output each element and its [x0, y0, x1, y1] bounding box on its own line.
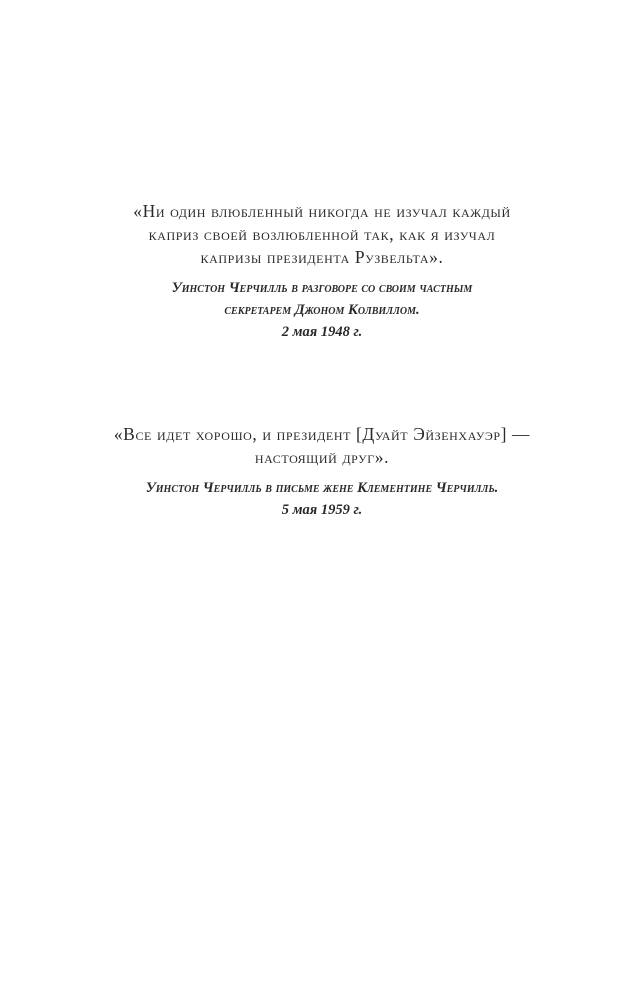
attribution-date: 5 мая 1959 г. [281, 502, 363, 518]
quote-line: настоящий друг». [254, 447, 390, 467]
epigraph-eisenhower [0, 423, 644, 521]
attribution-line: Уинстон Черчилль в письме жене Клементине Черчилль. [145, 480, 499, 496]
epigraph-attribution [0, 477, 644, 521]
attribution-date: 2 мая 1948 г. [281, 324, 363, 340]
attribution-line: секретарем Джоном Колвиллом. [224, 302, 420, 318]
epigraph-attribution [0, 277, 644, 343]
attribution-line: Уинстон Черчилль в разговоре со своим частным [171, 280, 473, 296]
quote-line: каприз своей возлюбленной так, как я изучал [148, 224, 496, 244]
quote-line: «Ни один влюбленный никогда не изучал каждый [133, 201, 511, 221]
quote-line: «Все идет хорошо, и президент [Дуайт Эйзенхауэр] — [113, 424, 531, 444]
epigraph-quote [0, 200, 644, 269]
epigraph-quote [0, 423, 644, 469]
quote-line: капризы президента Рузвельта». [200, 247, 444, 267]
epigraph-roosevelt [0, 200, 644, 343]
